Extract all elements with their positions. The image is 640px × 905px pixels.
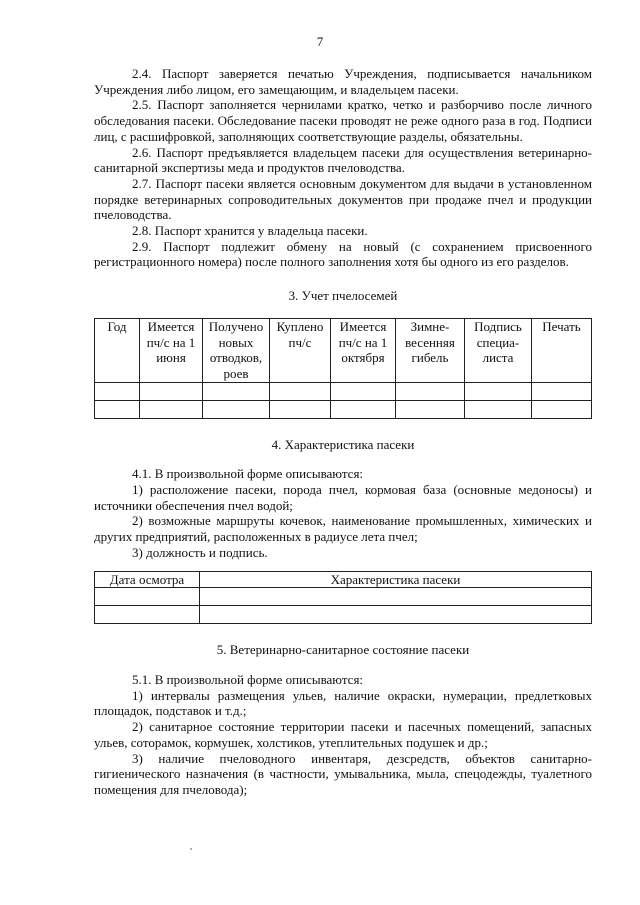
table-cell[interactable] xyxy=(532,400,592,418)
table-cell[interactable] xyxy=(203,400,270,418)
table-header-row xyxy=(95,318,592,382)
document-body xyxy=(94,66,592,798)
section-5-title: 5. Ветеринарно-санитарное состояние пасеки xyxy=(216,642,470,658)
table-cell[interactable] xyxy=(95,382,140,400)
col-year: Год xyxy=(95,318,140,382)
paragraph-2-5: 2.5. Паспорт заполняется чернилами кратко, четко и разборчиво после личного обследования пасеки. Обследование пасеки проводят не реже одного раза в год. Подписи лиц, с расшифровкой, заполняющих соответствующие разделы, обязательны. xyxy=(94,97,592,144)
paragraph-5-item-3: 3) наличие пчеловодного инвентаря, дезсредств, объектов санитарно-гигиенического назначения (в частности, умывальника, мыла, спецодежды, туалетного помещения для пчеловода); xyxy=(94,750,592,797)
col-october: Имеется пч/с на 1 октября xyxy=(331,318,396,382)
section-4-title: 4. Характеристика пасеки xyxy=(271,436,415,452)
col-new-swarms: Получено новых отводков, роев xyxy=(203,318,270,382)
page-number: 7 xyxy=(316,34,324,49)
paragraph-4-1: 4.1. В произвольной форме описываются: xyxy=(132,466,364,482)
table-header-row xyxy=(95,571,592,588)
table-cell[interactable] xyxy=(200,606,592,624)
table-cell[interactable] xyxy=(270,400,331,418)
table-cell[interactable] xyxy=(95,606,200,624)
paragraph-2-4: 2.4. Паспорт заверяется печатью Учреждения, подписывается начальником Учреждения либо лицом, его замещающим, и владельцем пасеки. xyxy=(94,66,592,97)
apiary-inspection-table xyxy=(94,571,592,625)
paragraph-5-item-2: 2) санитарное состояние территории пасеки и пасечных помещений, запасных ульев, соторамок, кормушек, холстиков, утеплительных подушек и др.; xyxy=(94,719,592,750)
col-winter-loss: Зимне-весенняя гибель xyxy=(396,318,465,382)
section-3-title: 3. Учет пчелосемей xyxy=(288,288,398,304)
col-seal: Печать xyxy=(532,318,592,382)
table-cell[interactable] xyxy=(140,382,203,400)
table-row xyxy=(95,400,592,418)
paragraph-4-item-3: 3) должность и подпись. xyxy=(132,544,268,560)
paragraph-2-6: 2.6. Паспорт предъявляется владельцем пасеки для осуществления ветеринарно-санитарной экспертизы меда и продуктов пчеловодства. xyxy=(94,144,592,176)
paragraph-2-8: 2.8. Паспорт хранится у владельца пасеки. xyxy=(132,223,368,239)
col-inspection-date: Дата осмотра xyxy=(95,571,200,588)
table-row xyxy=(95,606,592,624)
col-apiary-characteristics: Характеристика пасеки xyxy=(200,571,592,588)
table-cell[interactable] xyxy=(331,382,396,400)
table-cell[interactable] xyxy=(331,400,396,418)
table-cell[interactable] xyxy=(465,400,532,418)
table-cell[interactable] xyxy=(270,382,331,400)
scan-speck xyxy=(190,848,192,850)
bee-colony-table xyxy=(94,318,592,419)
col-june: Имеется пч/с на 1 июня xyxy=(140,318,203,382)
col-specialist-signature: Подпись специа-листа xyxy=(465,318,532,382)
table-cell[interactable] xyxy=(465,382,532,400)
col-bought: Куплено пч/с xyxy=(270,318,331,382)
table-cell[interactable] xyxy=(95,588,200,606)
table-cell[interactable] xyxy=(532,382,592,400)
table-cell[interactable] xyxy=(396,382,465,400)
paragraph-5-item-1: 1) интервалы размещения ульев, наличие окраски, нумерации, предлетковых площадок, подставок и т.д.; xyxy=(94,687,592,719)
table-cell[interactable] xyxy=(95,400,140,418)
paragraph-2-9: 2.9. Паспорт подлежит обмену на новый (с сохранением присвоенного регистрационного номера) после полного заполнения хотя бы одного из его разделов. xyxy=(94,238,592,270)
table-cell[interactable] xyxy=(396,400,465,418)
paragraph-4-item-1: 1) расположение пасеки, порода пчел, кормовая база (основные медоносы) и источники обеспечения пчел водой; xyxy=(94,482,592,513)
table-cell[interactable] xyxy=(203,382,270,400)
table-row xyxy=(95,588,592,606)
paragraph-5-1: 5.1. В произвольной форме описываются: xyxy=(132,671,364,687)
paragraph-2-7: 2.7. Паспорт пасеки является основным документом для выдачи в установленном порядке ветеринарных сопроводительных документов при продаже пчел и продукции пчеловодства. xyxy=(94,175,592,223)
paragraph-4-item-2: 2) возможные маршруты кочевок, наименование промышленных, химических и других предприятий, расположенных в радиусе лета пчел; xyxy=(94,513,592,545)
table-row xyxy=(95,382,592,400)
table-cell[interactable] xyxy=(140,400,203,418)
table-cell[interactable] xyxy=(200,588,592,606)
